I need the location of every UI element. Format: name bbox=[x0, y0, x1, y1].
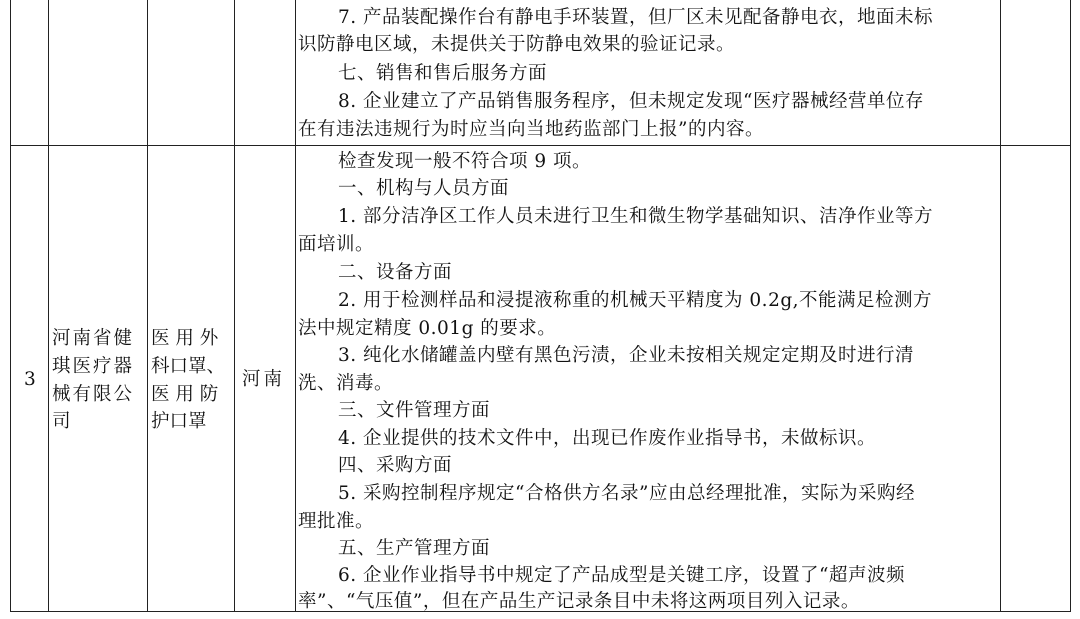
product-name: 医 用 外 bbox=[151, 328, 219, 349]
content-line: 4. 企业提供的技术文件中，出现已作废作业指导书，未做标识。 bbox=[338, 428, 877, 449]
company-name: 琪医疗器 bbox=[52, 356, 135, 377]
company-name: 司 bbox=[52, 411, 71, 432]
section-heading: 四、采购方面 bbox=[338, 455, 453, 476]
content-line: 8. 企业建立了产品销售服务程序，但未规定发现“医疗器械经营单位存 bbox=[338, 91, 924, 112]
row-divider bbox=[10, 145, 1071, 146]
content-line: 1. 部分洁净区工作人员未进行卫生和微生物学基础知识、洁净作业等方 bbox=[338, 206, 934, 227]
row-index: 3 bbox=[24, 369, 36, 390]
content-line: 在有违法违规行为时应当向当地药监部门上报”的内容。 bbox=[298, 119, 764, 140]
column-divider bbox=[1000, 0, 1001, 612]
section-heading: 七、销售和售后服务方面 bbox=[338, 63, 548, 84]
content-line: 洗、消毒。 bbox=[298, 373, 394, 394]
content-line: 检查发现一般不符合项 9 项。 bbox=[338, 151, 592, 172]
content-line: 面培训。 bbox=[298, 234, 375, 255]
province: 河南 bbox=[242, 369, 286, 390]
company-name: 械有限公 bbox=[52, 384, 135, 405]
content-line: 识防静电区域，未提供关于防静电效果的验证记录。 bbox=[298, 34, 736, 55]
content-line: 理批准。 bbox=[298, 511, 375, 532]
product-name: 护口罩 bbox=[151, 411, 207, 432]
product-name: 科口罩、 bbox=[151, 356, 226, 377]
company-name: 河南省健 bbox=[52, 328, 135, 349]
table-border-right bbox=[1070, 0, 1071, 612]
content-line: 3. 纯化水储罐盖内壁有黑色污渍，企业未按相关规定定期及时进行清 bbox=[338, 345, 915, 366]
section-heading: 五、生产管理方面 bbox=[338, 538, 491, 559]
column-divider bbox=[147, 0, 148, 612]
column-divider bbox=[48, 0, 49, 612]
content-line: 5. 采购控制程序规定“合格供方名录”应由总经理批准，实际为采购经 bbox=[338, 483, 915, 504]
column-divider bbox=[234, 0, 235, 612]
content-line: 法中规定精度 0.01g 的要求。 bbox=[298, 318, 557, 339]
content-line: 2. 用于检测样品和浸提液称重的机械天平精度为 0.2g,不能满足检测方 bbox=[338, 290, 933, 311]
table-border-left bbox=[10, 0, 11, 612]
content-line: 7. 产品装配操作台有静电手环装置，但厂区未见配备静电衣，地面未标 bbox=[338, 7, 934, 28]
section-heading: 三、文件管理方面 bbox=[338, 400, 491, 421]
section-heading: 一、机构与人员方面 bbox=[338, 178, 510, 199]
column-divider bbox=[295, 0, 296, 612]
section-heading: 二、设备方面 bbox=[338, 262, 453, 283]
content-line: 率”、“气压值”，但在产品生产记录条目中未将这两项目列入记录。 bbox=[298, 591, 860, 612]
product-name: 医 用 防 bbox=[151, 384, 219, 405]
content-line: 6. 企业作业指导书中规定了产品成型是关键工序，设置了“超声波频 bbox=[338, 565, 905, 586]
